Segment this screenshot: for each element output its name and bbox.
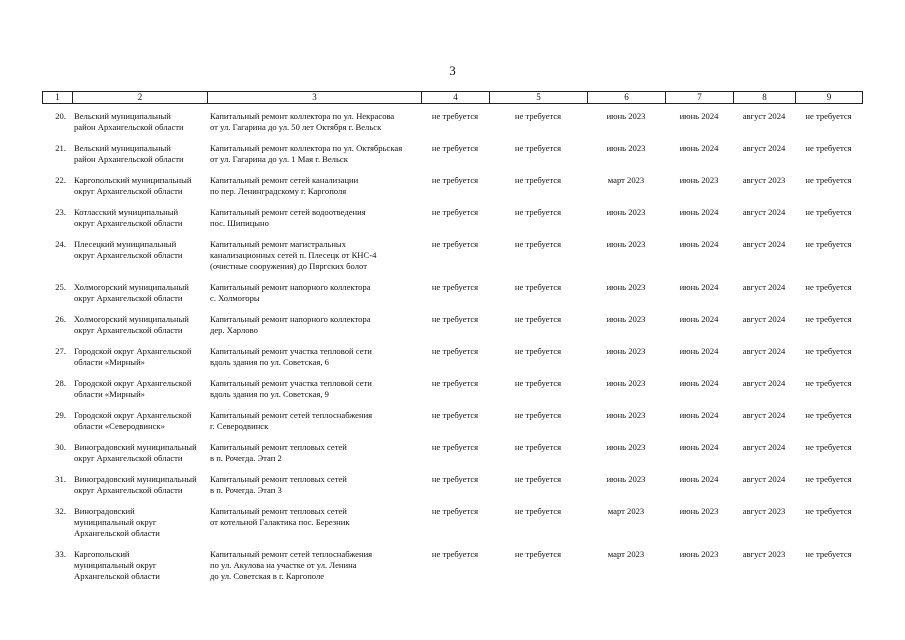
work-description-cell	[207, 346, 421, 378]
cell-col8: август 2024	[742, 410, 786, 420]
cell-col8: август 2024	[742, 474, 786, 484]
work-line: Капитальный ремонт напорного коллектора	[210, 314, 371, 324]
cell-col9: не требуется	[805, 111, 852, 121]
municipality-line: Архангельской области	[74, 528, 160, 538]
municipality-line: Городской округ Архангельской	[74, 378, 192, 388]
municipality-cell	[72, 239, 207, 282]
row-number: 30.	[55, 442, 66, 452]
cell-col8: август 2024	[742, 346, 786, 356]
cell-col6: июнь 2023	[606, 239, 646, 249]
row-number: 31.	[55, 474, 66, 484]
row-number: 32.	[55, 506, 66, 516]
municipality-line: Холмогорский муниципальный	[74, 314, 189, 324]
work-description-cell	[207, 143, 421, 175]
work-line: Капитальный ремонт коллектора по ул. Некрасова	[210, 111, 395, 121]
municipality-line: Каргопольский	[74, 549, 130, 559]
table-row	[42, 175, 862, 207]
cell-col6: июнь 2023	[606, 410, 646, 420]
work-line: Капитальный ремонт участка тепловой сети	[210, 378, 372, 388]
municipality-line: муниципальный округ	[74, 560, 157, 570]
cell-col7: июнь 2024	[679, 239, 719, 249]
municipality-line: округ Архангельской области	[74, 293, 183, 303]
cell-col9: не требуется	[805, 442, 852, 452]
municipality-line: район Архангельской области	[74, 122, 184, 132]
cell-col6: март 2023	[607, 506, 645, 516]
table-row	[42, 314, 862, 346]
work-line: до ул. Советская в г. Каргополе	[210, 571, 325, 581]
municipality-line: Вельский муниципальный	[74, 111, 171, 121]
row-number: 26.	[55, 314, 66, 324]
table-row	[42, 410, 862, 442]
work-line: от ул. Гагарина до ул. 50 лет Октября г. Вельск	[210, 122, 382, 132]
cell-col9: не требуется	[805, 346, 852, 356]
municipality-line: Каргопольский муниципальный	[74, 175, 192, 185]
municipality-line: Городской округ Архангельской	[74, 346, 192, 356]
municipality-cell	[72, 346, 207, 378]
cell-col4: не требуется	[431, 282, 479, 292]
cell-col8: август 2023	[742, 506, 786, 516]
work-description-cell	[207, 442, 421, 474]
page-number: 3	[449, 63, 456, 78]
work-description-cell	[207, 506, 421, 549]
cell-col9: не требуется	[805, 474, 852, 484]
municipality-line: Виноградовский муниципальный	[74, 474, 197, 484]
row-number: 20.	[55, 111, 66, 121]
cell-col9: не требуется	[805, 207, 852, 217]
municipality-line: округ Архангельской области	[74, 485, 183, 495]
row-number: 25.	[55, 282, 66, 292]
table-row	[42, 239, 862, 282]
cell-col9: не требуется	[805, 239, 852, 249]
municipality-line: Виноградовский	[74, 506, 135, 516]
municipality-cell	[72, 549, 207, 592]
cell-col9: не требуется	[805, 282, 852, 292]
work-line: канализационных сетей п. Плесецк от КНС-4	[210, 250, 377, 260]
row-number: 23.	[55, 207, 66, 217]
municipality-line: Вельский муниципальный	[74, 143, 171, 153]
municipality-line: Городской округ Архангельской	[74, 410, 192, 420]
cell-col4: не требуется	[431, 346, 479, 356]
work-line: Капитальный ремонт тепловых сетей	[210, 474, 347, 484]
cell-col8: август 2024	[742, 143, 786, 153]
work-line: Капитальный ремонт сетей канализации	[210, 175, 359, 185]
work-line: вдоль здания по ул. Советская, 9	[210, 389, 329, 399]
municipality-line: Архангельской области	[74, 571, 160, 581]
work-line: по пер. Ленинградскому г. Каргополя	[210, 186, 347, 196]
cell-col4: не требуется	[431, 506, 479, 516]
row-number: 22.	[55, 175, 66, 185]
municipality-line: области «Северодвинск»	[74, 421, 165, 431]
table-row	[42, 506, 862, 549]
cell-col6: март 2023	[607, 549, 645, 559]
municipality-cell	[72, 378, 207, 410]
cell-col5: не требуется	[514, 314, 562, 324]
municipality-line: район Архангельской области	[74, 154, 184, 164]
cell-col5: не требуется	[514, 143, 562, 153]
cell-col7: июнь 2024	[679, 410, 719, 420]
municipality-line: Плесецкий муниципальный	[74, 239, 177, 249]
work-line: Капитальный ремонт участка тепловой сети	[210, 346, 372, 356]
cell-col6: июнь 2023	[606, 143, 646, 153]
header-cell-2: 2	[73, 92, 208, 104]
cell-col4: не требуется	[431, 549, 479, 559]
cell-col6: июнь 2023	[606, 474, 646, 484]
cell-col5: не требуется	[514, 175, 562, 185]
municipality-cell	[72, 442, 207, 474]
work-description-cell	[207, 549, 421, 592]
row-number: 27.	[55, 346, 66, 356]
work-line: г. Северодвинск	[210, 421, 269, 431]
work-line: в п. Рочегда. Этап 2	[210, 453, 282, 463]
cell-col6: июнь 2023	[606, 282, 646, 292]
header-cell-8: 8	[734, 92, 796, 104]
table-row	[42, 111, 862, 143]
work-line: Капитальный ремонт тепловых сетей	[210, 442, 347, 452]
cell-col5: не требуется	[514, 442, 562, 452]
cell-col9: не требуется	[805, 410, 852, 420]
work-description-cell	[207, 378, 421, 410]
header-cell-5: 5	[490, 92, 588, 104]
municipality-line: округ Архангельской области	[74, 453, 183, 463]
cell-col9: не требуется	[805, 549, 852, 559]
cell-col7: июнь 2023	[679, 549, 719, 559]
municipality-cell	[72, 143, 207, 175]
work-line: по ул. Акулова на участке от ул. Ленина	[210, 560, 357, 570]
municipality-line: Холмогорский муниципальный	[74, 282, 189, 292]
municipality-cell	[72, 506, 207, 549]
work-line: Капитальный ремонт сетей теплоснабжения	[210, 410, 373, 420]
cell-col4: не требуется	[431, 143, 479, 153]
work-description-cell	[207, 207, 421, 239]
table-row	[42, 378, 862, 410]
cell-col9: не требуется	[805, 175, 852, 185]
cell-col7: июнь 2023	[679, 175, 719, 185]
cell-col5: не требуется	[514, 239, 562, 249]
cell-col8: август 2024	[742, 239, 786, 249]
municipality-line: Котласский муниципальный	[74, 207, 179, 217]
cell-col6: июнь 2023	[606, 207, 646, 217]
work-line: от котельной Галактика пос. Березник	[210, 517, 350, 527]
cell-col4: не требуется	[431, 474, 479, 484]
cell-col8: август 2024	[742, 378, 786, 388]
cell-col8: август 2024	[742, 442, 786, 452]
municipality-line: области «Мирный»	[74, 357, 145, 367]
municipality-line: округ Архангельской области	[74, 186, 183, 196]
municipality-cell	[72, 314, 207, 346]
work-description-cell	[207, 175, 421, 207]
row-number: 28.	[55, 378, 66, 388]
work-line: Капитальный ремонт магистральных	[210, 239, 347, 249]
cell-col6: март 2023	[607, 175, 645, 185]
municipality-cell	[72, 175, 207, 207]
header-cell-3: 3	[208, 92, 422, 104]
municipality-line: Виноградовский муниципальный	[74, 442, 197, 452]
table-row	[42, 346, 862, 378]
work-description-cell	[207, 111, 421, 143]
work-line: (очистные сооружения) до Пяргских болот	[210, 261, 367, 271]
cell-col4: не требуется	[431, 378, 479, 388]
cell-col9: не требуется	[805, 506, 852, 516]
cell-col4: не требуется	[431, 314, 479, 324]
cell-col5: не требуется	[514, 378, 562, 388]
municipality-cell	[72, 474, 207, 506]
work-description-cell	[207, 282, 421, 314]
work-description-cell	[207, 239, 421, 282]
cell-col7: июнь 2024	[679, 282, 719, 292]
cell-col7: июнь 2024	[679, 314, 719, 324]
row-number: 33.	[55, 549, 66, 559]
cell-col6: июнь 2023	[606, 346, 646, 356]
cell-col7: июнь 2024	[679, 474, 719, 484]
header-cell-7: 7	[666, 92, 734, 104]
column-number-header	[42, 91, 863, 104]
cell-col8: август 2024	[742, 282, 786, 292]
cell-col7: июнь 2024	[679, 346, 719, 356]
cell-col6: июнь 2023	[606, 314, 646, 324]
cell-col7: июнь 2023	[679, 506, 719, 516]
cell-col7: июнь 2024	[679, 442, 719, 452]
cell-col7: июнь 2024	[679, 207, 719, 217]
work-line: пос. Шипицыно	[210, 218, 269, 228]
cell-col4: не требуется	[431, 175, 479, 185]
cell-col6: июнь 2023	[606, 378, 646, 388]
work-line: от ул. Гагарина до ул. 1 Мая г. Вельск	[210, 154, 348, 164]
cell-col5: не требуется	[514, 282, 562, 292]
municipality-line: муниципальный округ	[74, 517, 157, 527]
cell-col5: не требуется	[514, 506, 562, 516]
work-line: в п. Рочегда. Этап 3	[210, 485, 282, 495]
cell-col4: не требуется	[431, 410, 479, 420]
cell-col9: не требуется	[805, 378, 852, 388]
cell-col8: август 2023	[742, 175, 786, 185]
row-number: 21.	[55, 143, 66, 153]
municipality-line: округ Архангельской области	[74, 250, 183, 260]
work-description-cell	[207, 314, 421, 346]
cell-col6: июнь 2023	[606, 442, 646, 452]
work-description-cell	[207, 474, 421, 506]
municipality-line: области «Мирный»	[74, 389, 145, 399]
table-row	[42, 474, 862, 506]
cell-col4: не требуется	[431, 111, 479, 121]
cell-col7: июнь 2024	[679, 378, 719, 388]
work-line: с. Холмогоры	[210, 293, 260, 303]
cell-col8: август 2024	[742, 111, 786, 121]
header-cell-9: 9	[796, 92, 863, 104]
cell-col9: не требуется	[805, 143, 852, 153]
cell-col8: август 2023	[742, 549, 786, 559]
header-cell-1: 1	[43, 92, 73, 104]
cell-col9: не требуется	[805, 314, 852, 324]
header-cell-4: 4	[422, 92, 490, 104]
work-description-cell	[207, 410, 421, 442]
row-number: 24.	[55, 239, 66, 249]
municipality-line: округ Архангельской области	[74, 218, 183, 228]
cell-col8: август 2024	[742, 207, 786, 217]
cell-col6: июнь 2023	[606, 111, 646, 121]
table-row	[42, 282, 862, 314]
cell-col8: август 2024	[742, 314, 786, 324]
work-line: Капитальный ремонт тепловых сетей	[210, 506, 347, 516]
work-line: вдоль здания по ул. Советская, 6	[210, 357, 329, 367]
cell-col5: не требуется	[514, 207, 562, 217]
cell-col4: не требуется	[431, 239, 479, 249]
work-line: Капитальный ремонт сетей водоотведения	[210, 207, 366, 217]
work-line: Капитальный ремонт сетей теплоснабжения	[210, 549, 373, 559]
cell-col5: не требуется	[514, 549, 562, 559]
cell-col5: не требуется	[514, 410, 562, 420]
table-row	[42, 207, 862, 239]
cell-col4: не требуется	[431, 442, 479, 452]
municipality-cell	[72, 111, 207, 143]
header-cell-6: 6	[588, 92, 666, 104]
municipality-cell	[72, 207, 207, 239]
table-row	[42, 549, 862, 592]
municipality-cell	[72, 410, 207, 442]
cell-col5: не требуется	[514, 111, 562, 121]
work-line: Капитальный ремонт коллектора по ул. Октябрьская	[210, 143, 403, 153]
municipality-line: округ Архангельской области	[74, 325, 183, 335]
table-row	[42, 143, 862, 175]
cell-col7: июнь 2024	[679, 143, 719, 153]
work-line: дер. Харлово	[210, 325, 258, 335]
municipality-cell	[72, 282, 207, 314]
row-number: 29.	[55, 410, 66, 420]
cell-col5: не требуется	[514, 346, 562, 356]
work-line: Капитальный ремонт напорного коллектора	[210, 282, 371, 292]
program-table	[42, 111, 862, 592]
cell-col5: не требуется	[514, 474, 562, 484]
table-row	[42, 442, 862, 474]
cell-col7: июнь 2024	[679, 111, 719, 121]
cell-col4: не требуется	[431, 207, 479, 217]
